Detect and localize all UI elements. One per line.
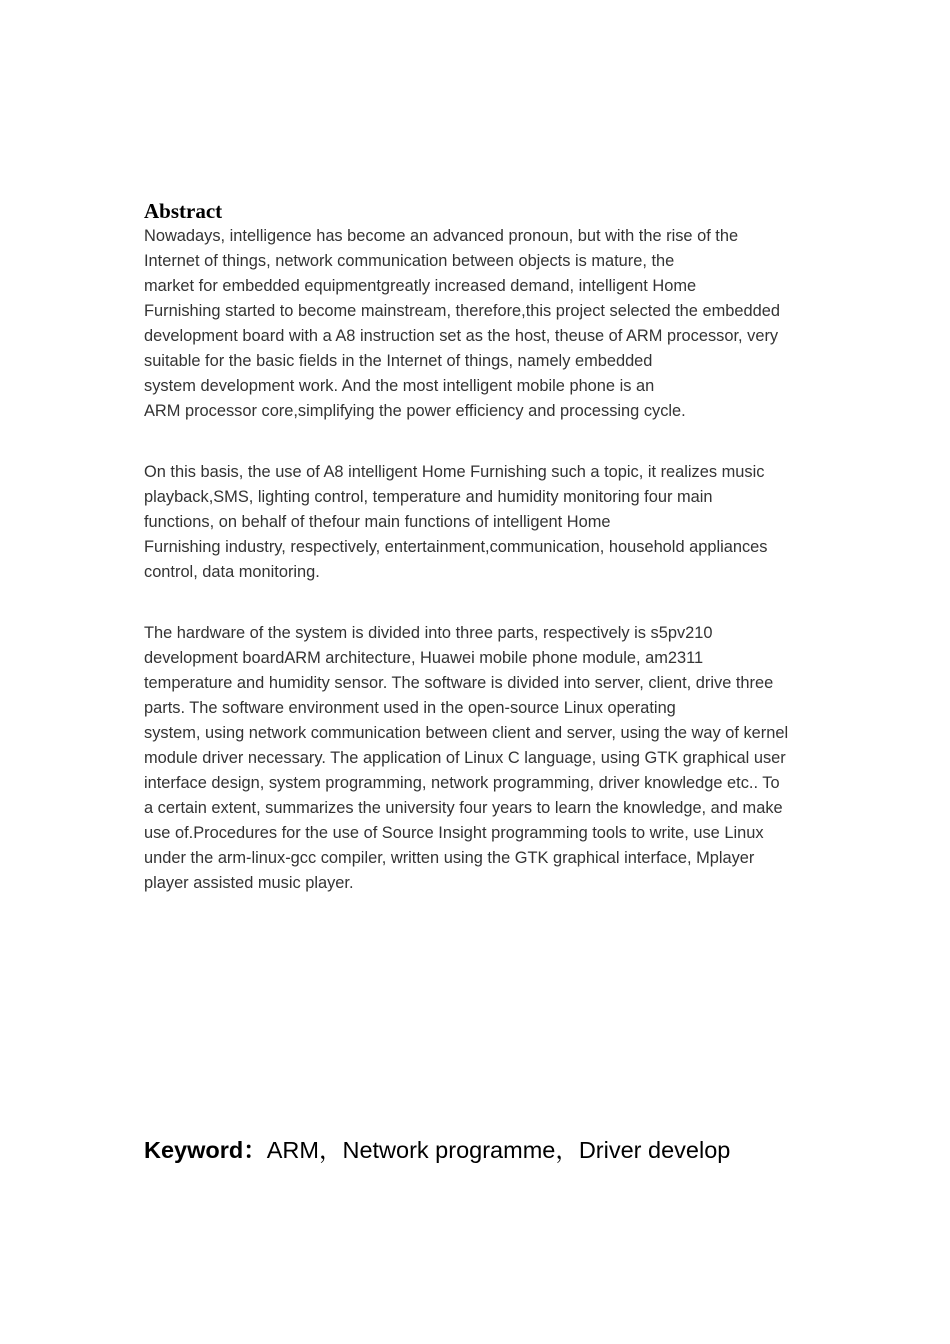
paragraph-line: market for embedded equipmentgreatly increased demand, intelligent Home xyxy=(144,277,697,295)
paragraph-line: development boardARM architecture, Huawei mobile phone module, am2311 xyxy=(144,649,704,667)
paragraph-line: Internet of things, network communication between objects is mature, the xyxy=(144,252,675,270)
paragraph-line: interface design, system programming, network programming, driver knowledge etc.. To xyxy=(144,774,780,792)
paragraph-line: use of.Procedures for the use of Source Insight programming tools to write, use Linux xyxy=(144,824,764,842)
paragraph-line: player assisted music player. xyxy=(144,874,354,892)
keywords-value: ARM，Network programme，Driver develop xyxy=(266,1137,731,1163)
paragraph-line: a certain extent, summarizes the university four years to learn the knowledge, and make xyxy=(144,799,783,817)
paragraph-line: under the arm-linux-gcc compiler, written using the GTK graphical interface, Mplayer xyxy=(144,849,755,867)
paragraph-line: On this basis, the use of A8 intelligent Home Furnishing such a topic, it realizes music xyxy=(144,463,765,481)
paragraph-line: temperature and humidity sensor. The software is divided into server, client, drive three xyxy=(144,674,774,692)
abstract-paragraph-1 xyxy=(144,224,780,424)
paragraph-line: ARM processor core,simplifying the power efficiency and processing cycle. xyxy=(144,402,686,420)
paragraph-line: control, data monitoring. xyxy=(144,563,320,581)
paragraph-line: functions, on behalf of thefour main functions of intelligent Home xyxy=(144,513,611,531)
paragraph-line: The hardware of the system is divided into three parts, respectively is s5pv210 xyxy=(144,624,713,642)
paragraph-line: playback,SMS, lighting control, temperature and humidity monitoring four main xyxy=(144,488,713,506)
abstract-paragraph-2 xyxy=(144,460,767,585)
keywords-label: Keyword： xyxy=(144,1137,267,1163)
paragraph-line: system, using network communication between client and server, using the way of kernel xyxy=(144,724,789,742)
paragraph-line: module driver necessary. The application of Linux C language, using GTK graphical user xyxy=(144,749,786,767)
paragraph-line: development board with a A8 instruction set as the host, theuse of ARM processor, very xyxy=(144,327,779,345)
paragraph-line: Furnishing started to become mainstream, therefore,this project selected the embedded xyxy=(144,302,780,320)
keywords-line xyxy=(144,1134,730,1166)
abstract-paragraph-3 xyxy=(144,621,788,896)
paragraph-line: system development work. And the most intelligent mobile phone is an xyxy=(144,377,655,395)
abstract-heading: Abstract xyxy=(144,199,223,223)
paragraph-line: suitable for the basic fields in the Internet of things, namely embedded xyxy=(144,352,653,370)
paragraph-line: Nowadays, intelligence has become an advanced pronoun, but with the rise of the xyxy=(144,227,739,245)
paragraph-line: parts. The software environment used in the open-source Linux operating xyxy=(144,699,676,717)
paragraph-line: Furnishing industry, respectively, entertainment,communication, household appliances xyxy=(144,538,768,556)
